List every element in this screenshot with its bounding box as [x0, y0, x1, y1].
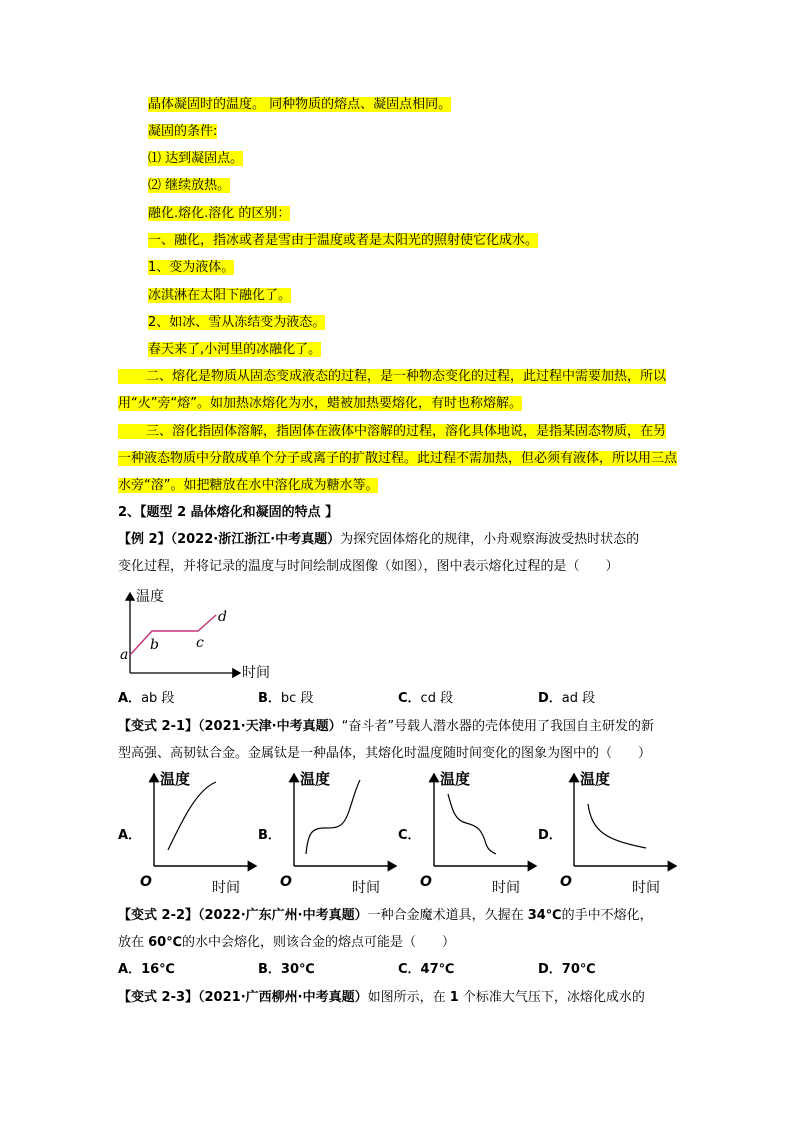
variant-2-1-line-2: 型高强、高韧钛合金。金属钛是一种晶体，其熔化时温度随时间变化的图象为图中的（ ）: [118, 746, 652, 761]
point-c-label: c: [196, 635, 204, 651]
note-line-5: 融化.熔化.溶化 的区别：: [148, 206, 291, 221]
note-line-10: 春天来了,小河里的冰融化了。: [148, 342, 322, 357]
y-axis-label: 温度: [160, 770, 191, 788]
variant-2-1-graph-c: [418, 768, 543, 896]
variant-2-2-line-1: 【变式 2-2】（2022·广东广州·中考真题）一种合金魔术道具，久握在 34℃的手中不熔化，: [118, 908, 653, 923]
note-paragraph-3: 三、溶化指固体溶解，指固体在液体中溶解的过程，溶化具体地说，是指某固态物质，在另一种液态物质中分散成单个分子或离子的扩散过程。此过程不需加热，但必须有液体，所以用三点水旁“溶”。如把糖放在水中溶化成为糖水等。: [118, 424, 678, 493]
note-line-8: 冰淇淋在太阳下融化了。: [148, 288, 292, 303]
variant-2-1-graph-a: [138, 768, 263, 896]
note-line-7: 1、变为液体。: [148, 260, 235, 275]
variant-2-1-option-c[interactable]: C．: [398, 828, 421, 843]
note-line-9: 2、如冰、雪从冻结变为液态。: [148, 315, 326, 330]
example-2-option-c[interactable]: C．cd 段: [398, 691, 454, 706]
note-line-1: 晶体凝固时的温度。 同种物质的熔点、凝固点相同。: [148, 97, 452, 112]
temperature-curve: [448, 794, 496, 854]
temperature-curve: [306, 780, 360, 854]
variant-2-2-option-c[interactable]: C．47℃: [398, 962, 455, 977]
origin-label: O: [140, 874, 152, 890]
y-axis-label: 温度: [440, 770, 471, 788]
point-a-label: a: [120, 647, 129, 663]
x-axis-label: 时间: [242, 665, 270, 681]
note-line-3: ⑴ 达到凝固点。: [148, 151, 244, 166]
y-axis-label: 温度: [580, 770, 611, 788]
variant-2-2-option-b[interactable]: B．30℃: [258, 962, 315, 977]
note-line-2: 凝固的条件:: [148, 124, 218, 139]
point-b-label: b: [150, 637, 159, 653]
temperature-curve: [168, 782, 216, 850]
example-2-option-a[interactable]: A．ab 段: [118, 691, 175, 706]
x-axis-label: 时间: [492, 880, 520, 896]
section-heading: 2、【题型 2 晶体熔化和凝固的特点 】: [118, 505, 339, 520]
y-axis-label: 温度: [136, 589, 164, 605]
variant-2-1-line-1: 【变式 2-1】（2021·天津·中考真题）“奋斗者”号载人潜水器的壳体使用了我国自主研发的新: [118, 719, 655, 734]
note-line-4: ⑵ 继续放热。: [148, 178, 231, 193]
variant-2-1-option-a[interactable]: A．: [118, 828, 142, 843]
point-d-label: d: [218, 609, 227, 625]
y-axis-label: 温度: [300, 770, 331, 788]
example-2-line-1: 【例 2】（2022·浙江浙江·中考真题）为探究固体熔化的规律，小舟观察海波受热时状态的: [118, 532, 640, 547]
variant-2-2-option-d[interactable]: D．70℃: [538, 962, 596, 977]
x-axis-label: 时间: [632, 880, 660, 896]
variant-2-1-graph-b: [278, 768, 403, 896]
example-2-option-b[interactable]: B．bc 段: [258, 691, 314, 706]
origin-label: O: [560, 874, 572, 890]
x-axis-label: 时间: [352, 880, 380, 896]
variant-2-1-option-d[interactable]: D．: [538, 828, 562, 843]
variant-2-2-line-2: 放在 60℃的水中会熔化，则该合金的熔点可能是（ ）: [118, 935, 455, 950]
variant-2-1-option-b[interactable]: B．: [258, 828, 281, 843]
x-axis-label: 时间: [212, 880, 240, 896]
origin-label: O: [280, 874, 292, 890]
temperature-curve: [588, 804, 646, 848]
note-line-6: 一、融化，指冰或者是雪由于温度或者是太阳光的照射使它化成水。: [148, 233, 539, 248]
example-2-line-2: 变化过程，并将记录的温度与时间绘制成图像（如图），图中表示熔化过程的是（ ）: [118, 559, 619, 574]
example-2-graph: [112, 585, 282, 685]
variant-2-2-option-a[interactable]: A．16℃: [118, 962, 175, 977]
example-2-option-d[interactable]: D．ad 段: [538, 691, 596, 706]
variant-2-1-graph-d: [558, 768, 683, 896]
note-paragraph-2: 二、熔化是物质从固态变成液态的过程，是一种物态变化的过程，此过程中需要加热，所以用“火”旁“熔”。如加热冰熔化为水，蜡被加热要熔化，有时也称熔解。: [118, 369, 667, 411]
variant-2-3-line-1: 【变式 2-3】（2021·广西柳州·中考真题）如图所示，在 1 个标准大气压下，冰熔化成水的: [118, 990, 645, 1005]
origin-label: O: [420, 874, 432, 890]
